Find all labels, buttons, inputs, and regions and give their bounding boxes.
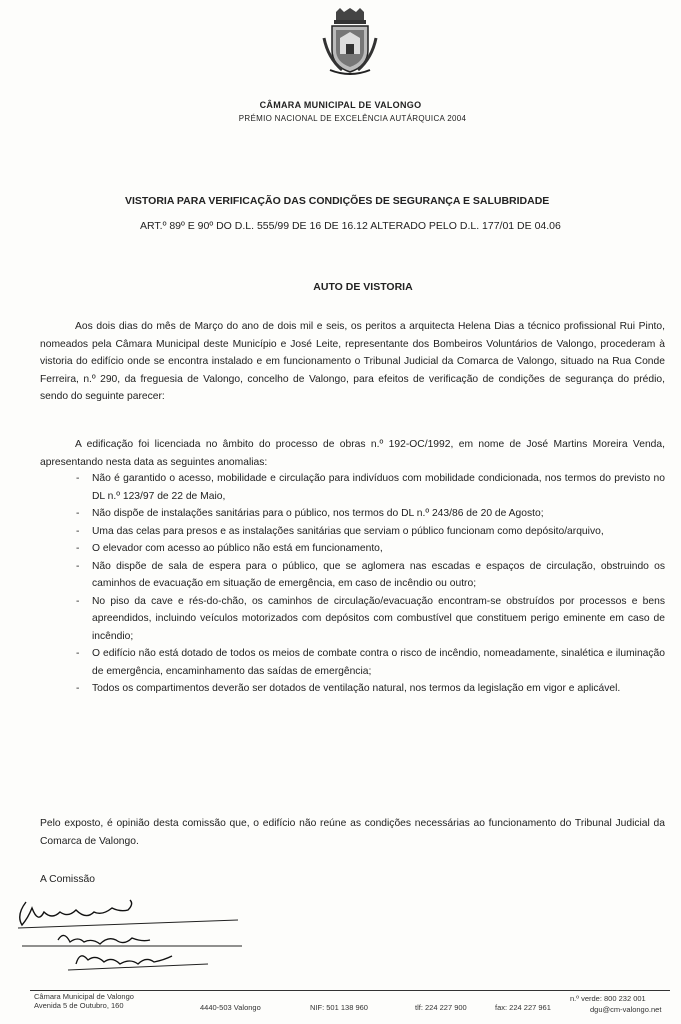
bullet-dash: -: [76, 560, 80, 572]
list-item: - Uma das celas para presos e as instalações sanitárias que serviam o público funcionam como depósito/arquivo,: [40, 523, 665, 541]
footer-nif: NIF: 501 138 960: [310, 1003, 368, 1012]
footer-divider: [30, 990, 670, 991]
bullet-dash: -: [76, 525, 80, 537]
municipal-coat-of-arms-icon: [322, 8, 378, 76]
handwritten-signatures: [8, 890, 248, 985]
bullet-dash: -: [76, 683, 80, 694]
list-item: - Não dispõe de sala de espera para o público, que se aglomera nas escadas e espaços de circulação, obstruindo os caminhos de evacuação em situação de emergência, em caso de incêndio ou outro;: [40, 558, 665, 593]
bullet-dash: -: [76, 543, 80, 554]
footer-postal: 4440-503 Valongo: [200, 1003, 261, 1012]
bullet-dash: -: [76, 595, 80, 607]
list-item: - O elevador com acesso ao público não está em funcionamento,: [40, 540, 665, 558]
list-item: - No piso da cave e rés-do-chão, os caminhos de circulação/evacuação encontram-se obstruídos por processos e bens apreendidos, incluindo veículos motorizados com depósitos com combustível que constituem perigo eminente em caso de incêndio;: [40, 593, 665, 646]
footer-address: Avenida 5 de Outubro, 160: [34, 1001, 124, 1010]
footer-fax: fax: 224 227 961: [495, 1003, 551, 1012]
signature-label: A Comissão: [40, 874, 95, 885]
footer-tel: tlf: 224 227 900: [415, 1003, 467, 1012]
award-line: PRÉMIO NACIONAL DE EXCELÊNCIA AUTÁRQUICA 2004: [238, 114, 467, 123]
intro-paragraph: Aos dois dias do mês de Março do ano de dois mil e seis, os peritos a arquitecta Helena Dias a técnico profissional Rui Pinto, nomeados pela Câmara Municipal deste Município e José Leite, representante dos Bombeiros Voluntários de Valongo, procederam à vistoria do edifício onde se encontra instalado e em funcionamento o Tribunal Judicial da Comarca de Valongo, situado na Rua Conde Ferreira, n.º 290, da freguesia de Valongo, concelho de Valongo, para efeitos de verificação de condições de segurança do prédio, sendo do seguinte parecer:: [40, 321, 665, 402]
document-subtitle: ART.º 89º E 90º DO D.L. 555/99 DE 16 DE 16.12 ALTERADO PELO D.L. 177/01 DE 04.06: [140, 220, 561, 232]
institution-name: CÂMARA MUNICIPAL DE VALONGO: [259, 100, 422, 110]
conclusion-paragraph: Pelo exposto, é opinião desta comissão que, o edifício não reúne as condições necessárias ao funcionamento do Tribunal Judicial da Comarca de Valongo.: [40, 818, 665, 847]
document-title: VISTORIA PARA VERIFICAÇÃO DAS CONDIÇÕES DE SEGURANÇA E SALUBRIDADE: [125, 195, 550, 207]
section-title: AUTO DE VISTORIA: [313, 281, 413, 293]
bullet-dash: -: [76, 508, 80, 519]
footer-email: dgu@cm-valongo.net: [590, 1005, 662, 1014]
licensing-paragraph: A edificação foi licenciada no âmbito do processo de obras n.º 192-OC/1992, em nome de José Martins Moreira Venda, apresentando nesta data as seguintes anomalias:: [40, 439, 665, 468]
list-item: - Não dispõe de instalações sanitárias para o público, nos termos do DL n.º 243/86 de 20 de Agosto;: [40, 505, 665, 523]
list-item: - O edifício não está dotado de todos os meios de combate contra o risco de incêndio, nomeadamente, sinalética e iluminação de emergência, encaminhamento das saídas de emergência;: [40, 645, 665, 680]
anomalies-list: [40, 470, 665, 698]
footer-org: Câmara Municipal de Valongo: [34, 992, 134, 1001]
footer-green-line: n.º verde: 800 232 001: [570, 994, 646, 1003]
bullet-dash: -: [76, 473, 80, 484]
list-item: - Todos os compartimentos deverão ser dotados de ventilação natural, nos termos da legislação em vigor e aplicável.: [40, 680, 665, 698]
bullet-dash: -: [76, 648, 80, 659]
list-item: - Não é garantido o acesso, mobilidade e circulação para indivíduos com mobilidade condicionada, nos termos do previsto no DL n.º 123/97 de 22 de Maio,: [40, 470, 665, 505]
